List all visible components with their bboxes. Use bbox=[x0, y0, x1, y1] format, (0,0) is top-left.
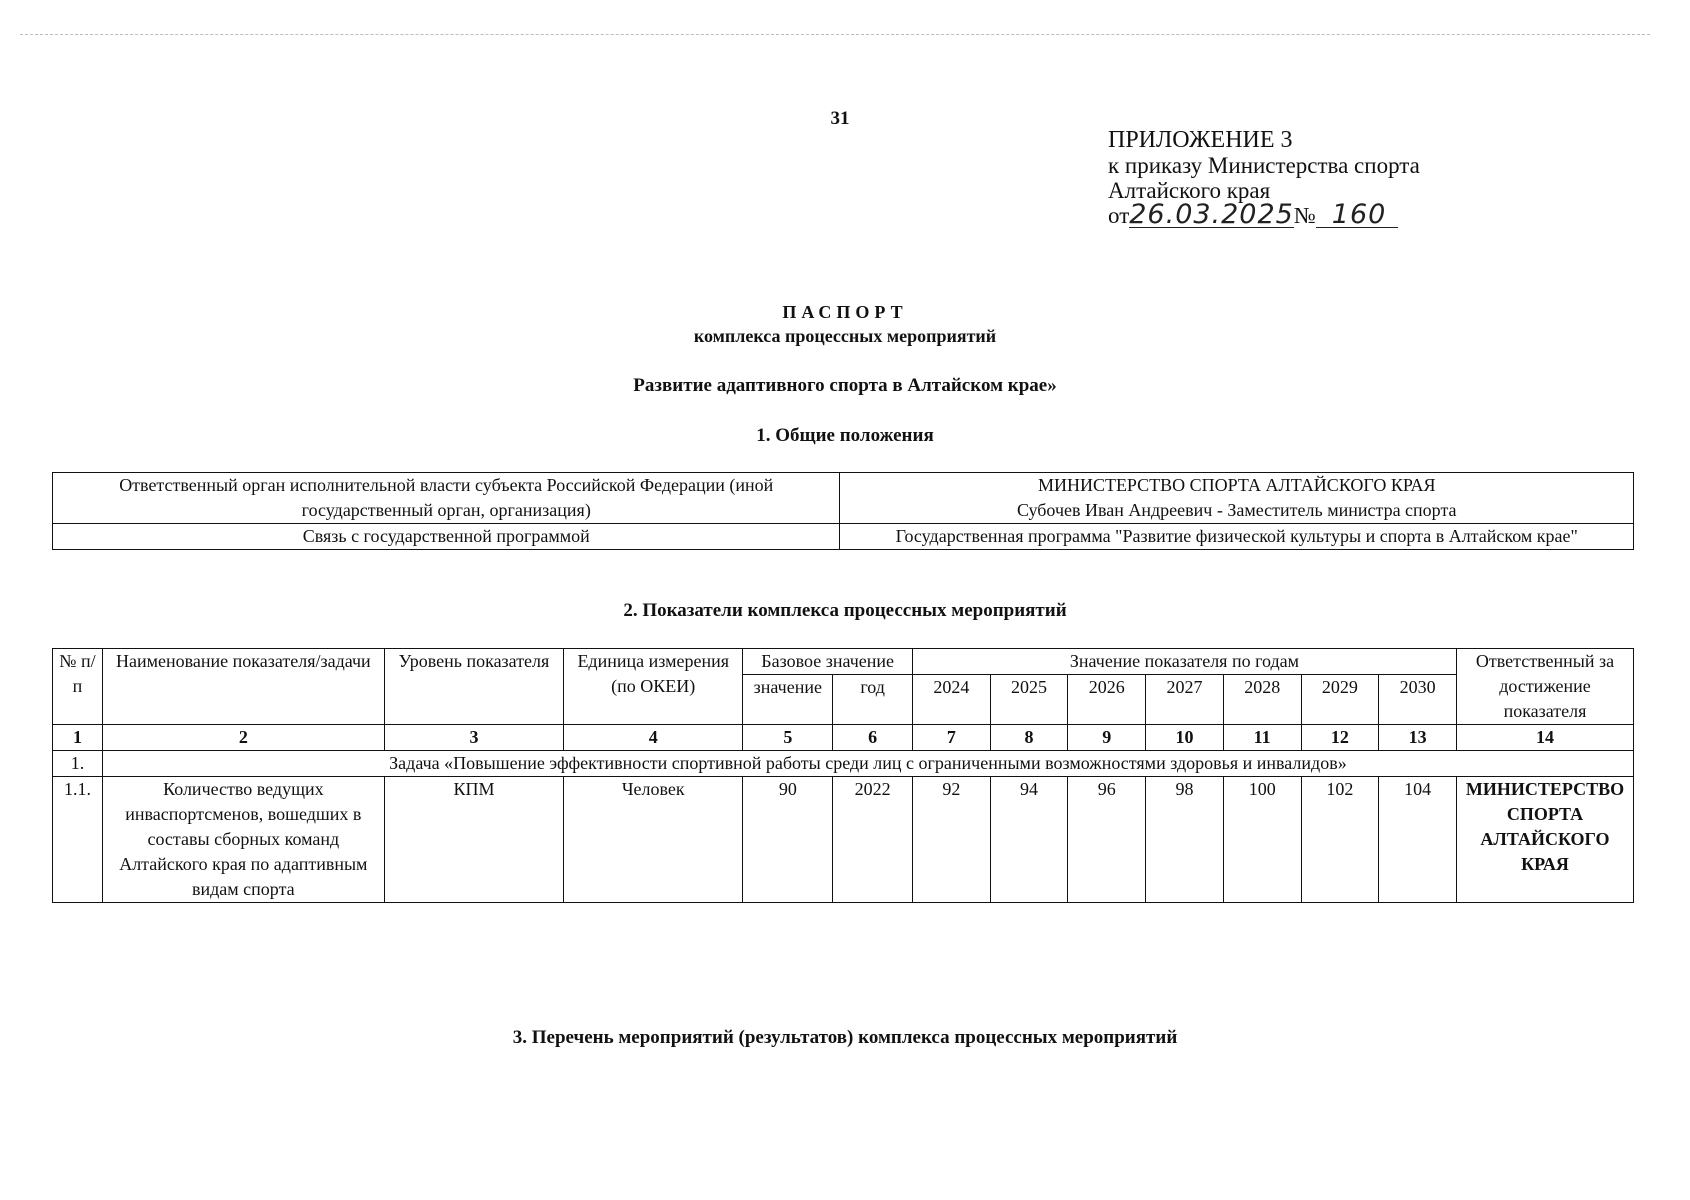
number-prefix: № bbox=[1293, 203, 1316, 228]
program-name: Развитие адаптивного спорта в Алтайском крае» bbox=[633, 375, 1057, 396]
indicators-table bbox=[52, 648, 1634, 903]
header-year-2030: 2030 bbox=[1379, 675, 1457, 725]
appendix-line-2: к приказу Министерства спорта bbox=[1108, 153, 1420, 178]
table-header-row bbox=[53, 649, 1634, 675]
col-number: 2 bbox=[102, 725, 384, 751]
header-responsible: Ответственный за достижение показателя bbox=[1456, 649, 1633, 725]
value-2029: 102 bbox=[1301, 777, 1379, 903]
value-2025: 94 bbox=[990, 777, 1068, 903]
appendix-line-3: Алтайского края bbox=[1108, 178, 1271, 203]
responsible-org: МИНИСТЕРСТВО СПОРТА АЛТАЙСКОГО КРАЯ bbox=[1456, 777, 1633, 903]
header-base-value: значение bbox=[743, 675, 833, 725]
header-year-2025: 2025 bbox=[990, 675, 1068, 725]
col-number: 14 bbox=[1456, 725, 1633, 751]
col-number: 13 bbox=[1379, 725, 1457, 751]
general-provisions-table bbox=[52, 472, 1634, 550]
program-link-value: Государственная программа "Развитие физической культуры и спорта в Алтайском крае" bbox=[840, 524, 1634, 550]
section-1-title: 1. Общие положения bbox=[756, 425, 934, 446]
col-number: 7 bbox=[912, 725, 990, 751]
section-3-title: 3. Перечень мероприятий (результатов) комплекса процессных мероприятий bbox=[512, 1027, 1178, 1048]
value-2028: 100 bbox=[1223, 777, 1301, 903]
section-2-title: 2. Показатели комплекса процессных мероприятий bbox=[623, 600, 1067, 621]
table-row bbox=[53, 777, 1634, 903]
passport-subtitle: комплекса процессных мероприятий bbox=[693, 326, 997, 346]
task-row bbox=[53, 751, 1634, 777]
row-num: 1.1. bbox=[53, 777, 103, 903]
handwritten-date: 26.03.2025 bbox=[1129, 199, 1294, 230]
task-text: Задача «Повышение эффективности спортивной работы среди лиц с ограниченными возможностями здоровья и инвалидов» bbox=[102, 751, 1633, 777]
header-year-2029: 2029 bbox=[1301, 675, 1379, 725]
program-link-label: Связь с государственной программой bbox=[53, 524, 840, 550]
scan-top-edge bbox=[20, 34, 1650, 35]
base-year: 2022 bbox=[833, 777, 913, 903]
col-number: 1 bbox=[53, 725, 103, 751]
column-number-row bbox=[53, 725, 1634, 751]
value-2026: 96 bbox=[1068, 777, 1146, 903]
col-number: 11 bbox=[1223, 725, 1301, 751]
header-level: Уровень показателя bbox=[384, 649, 563, 725]
ministry-name: МИНИСТЕРСТВО СПОРТА АЛТАЙСКОГО КРАЯ bbox=[1037, 475, 1436, 495]
responsible-body-label: Ответственный орган исполнительной власти субъекта Российской Федерации (иной государственный орган, организация) bbox=[53, 473, 840, 524]
appendix-title: ПРИЛОЖЕНИЕ 3 bbox=[1108, 127, 1293, 153]
header-year-2027: 2027 bbox=[1146, 675, 1224, 725]
indicator-name: Количество ведущих инваспортсменов, вошедших в составы сборных команд Алтайского края по адаптивным видам спорта bbox=[102, 777, 384, 903]
value-2027: 98 bbox=[1146, 777, 1224, 903]
col-number: 8 bbox=[990, 725, 1068, 751]
handwritten-number: 160 bbox=[1316, 203, 1399, 228]
deputy-minister: Субочев Иван Андреевич - Заместитель министра спорта bbox=[1016, 500, 1457, 520]
col-number: 10 bbox=[1146, 725, 1224, 751]
header-unit: Единица измерения (по ОКЕИ) bbox=[564, 649, 743, 725]
table-row bbox=[53, 524, 1634, 550]
col-number: 6 bbox=[833, 725, 913, 751]
header-base: Базовое значение bbox=[743, 649, 913, 675]
header-year-2026: 2026 bbox=[1068, 675, 1146, 725]
table-row bbox=[53, 473, 1634, 524]
col-number: 4 bbox=[564, 725, 743, 751]
col-number: 3 bbox=[384, 725, 563, 751]
header-by-years: Значение показателя по годам bbox=[912, 649, 1456, 675]
header-name: Наименование показателя/задачи bbox=[102, 649, 384, 725]
value-2024: 92 bbox=[912, 777, 990, 903]
passport-title: ПАСПОРТ bbox=[782, 302, 908, 322]
indicator-level: КПМ bbox=[384, 777, 563, 903]
appendix-block bbox=[1108, 128, 1420, 228]
date-prefix: от bbox=[1108, 203, 1130, 228]
page-number: 31 bbox=[830, 108, 850, 129]
col-number: 9 bbox=[1068, 725, 1146, 751]
header-base-year: год bbox=[833, 675, 913, 725]
responsible-body-value bbox=[840, 473, 1634, 524]
header-num: № п/п bbox=[53, 649, 103, 725]
appendix-date-line bbox=[1108, 199, 1420, 230]
task-num: 1. bbox=[53, 751, 103, 777]
col-number: 12 bbox=[1301, 725, 1379, 751]
col-number: 5 bbox=[743, 725, 833, 751]
base-value: 90 bbox=[743, 777, 833, 903]
value-2030: 104 bbox=[1379, 777, 1457, 903]
header-year-2024: 2024 bbox=[912, 675, 990, 725]
indicator-unit: Человек bbox=[564, 777, 743, 903]
header-year-2028: 2028 bbox=[1223, 675, 1301, 725]
